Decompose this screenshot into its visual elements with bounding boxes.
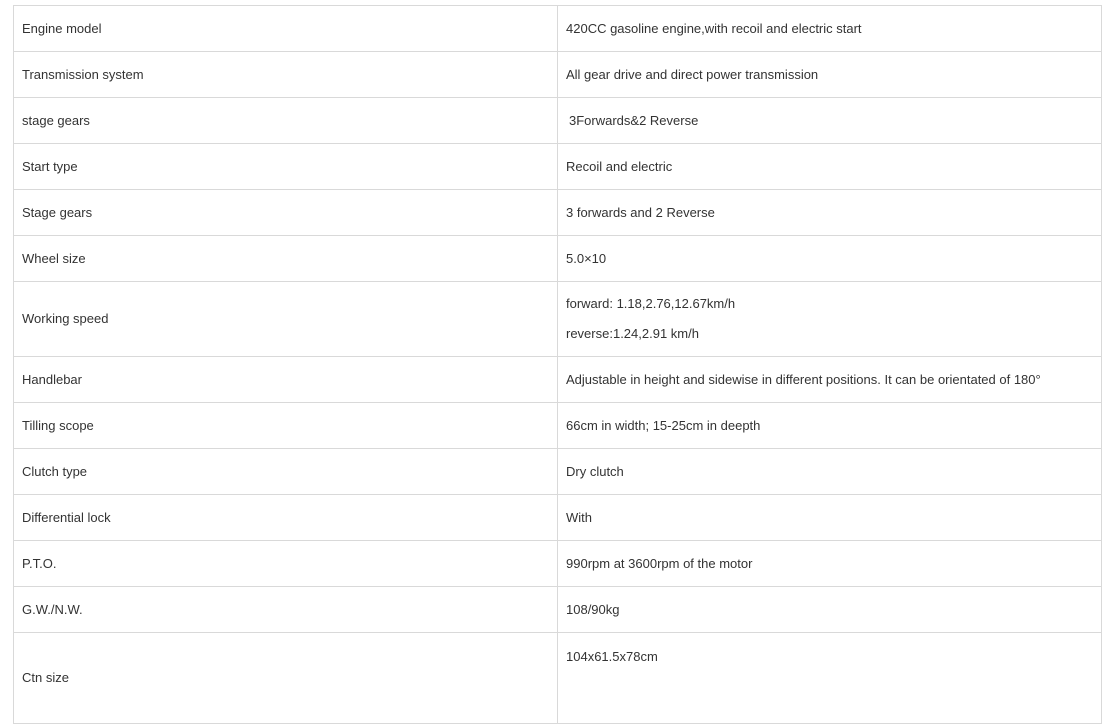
spec-label: Ctn size <box>14 633 558 724</box>
spec-label: Clutch type <box>14 449 558 495</box>
table-row <box>14 449 1102 495</box>
spec-value <box>558 587 1102 633</box>
spec-value-line: Recoil and electric <box>566 158 673 174</box>
spec-label: Handlebar <box>14 357 558 403</box>
spec-value <box>558 449 1102 495</box>
spec-value <box>558 190 1102 236</box>
table-row <box>14 541 1102 587</box>
spec-label: Stage gears <box>14 190 558 236</box>
spec-label: Differential lock <box>14 495 558 541</box>
spec-label: Transmission system <box>14 52 558 98</box>
spec-label: G.W./N.W. <box>14 587 558 633</box>
spec-value-line: Adjustable in height and sidewise in different positions. It can be orientated of 180° <box>566 371 1041 387</box>
spec-value <box>558 541 1102 587</box>
spec-label: Start type <box>14 144 558 190</box>
spec-value-line: forward: 1.18,2.76,12.67km/h <box>566 296 736 312</box>
spec-label: Working speed <box>14 282 558 357</box>
spec-value <box>558 236 1102 282</box>
table-row <box>14 98 1102 144</box>
spec-value <box>558 495 1102 541</box>
spec-value <box>558 144 1102 190</box>
table-row <box>14 357 1102 403</box>
spec-value-line: reverse:1.24,2.91 km/h <box>566 326 699 341</box>
spec-value-line: With <box>566 509 592 525</box>
table-row <box>14 6 1102 52</box>
spec-value-line: 420CC gasoline engine,with recoil and electric start <box>566 20 862 36</box>
spec-value-line: 990rpm at 3600rpm of the motor <box>566 555 753 571</box>
spec-value-line: All gear drive and direct power transmission <box>566 66 819 82</box>
table-row <box>14 52 1102 98</box>
table-row <box>14 587 1102 633</box>
spec-value-line: 108/90kg <box>566 601 620 617</box>
spec-label: P.T.O. <box>14 541 558 587</box>
spec-value <box>558 6 1102 52</box>
table-row <box>14 403 1102 449</box>
spec-value <box>558 403 1102 449</box>
table-row <box>14 236 1102 282</box>
spec-label: stage gears <box>14 98 558 144</box>
table-row <box>14 190 1102 236</box>
spec-value-line: 3 forwards and 2 Reverse <box>566 204 715 220</box>
spec-value <box>558 52 1102 98</box>
spec-table <box>13 5 1102 724</box>
spec-value-line: Dry clutch <box>566 463 624 479</box>
spec-value-line: 104x61.5x78cm <box>566 649 658 664</box>
spec-value-line: 66cm in width; 15-25cm in deepth <box>566 417 761 433</box>
table-row <box>14 495 1102 541</box>
spec-label: Wheel size <box>14 236 558 282</box>
spec-value-line: 5.0×10 <box>566 250 607 266</box>
table-row <box>14 282 1102 357</box>
spec-value <box>558 282 1102 357</box>
spec-value <box>558 357 1102 403</box>
spec-label: Engine model <box>14 6 558 52</box>
spec-value-line: 3Forwards&2 Reverse <box>569 112 699 128</box>
table-row <box>14 144 1102 190</box>
spec-value <box>558 98 1102 144</box>
spec-label: Tilling scope <box>14 403 558 449</box>
